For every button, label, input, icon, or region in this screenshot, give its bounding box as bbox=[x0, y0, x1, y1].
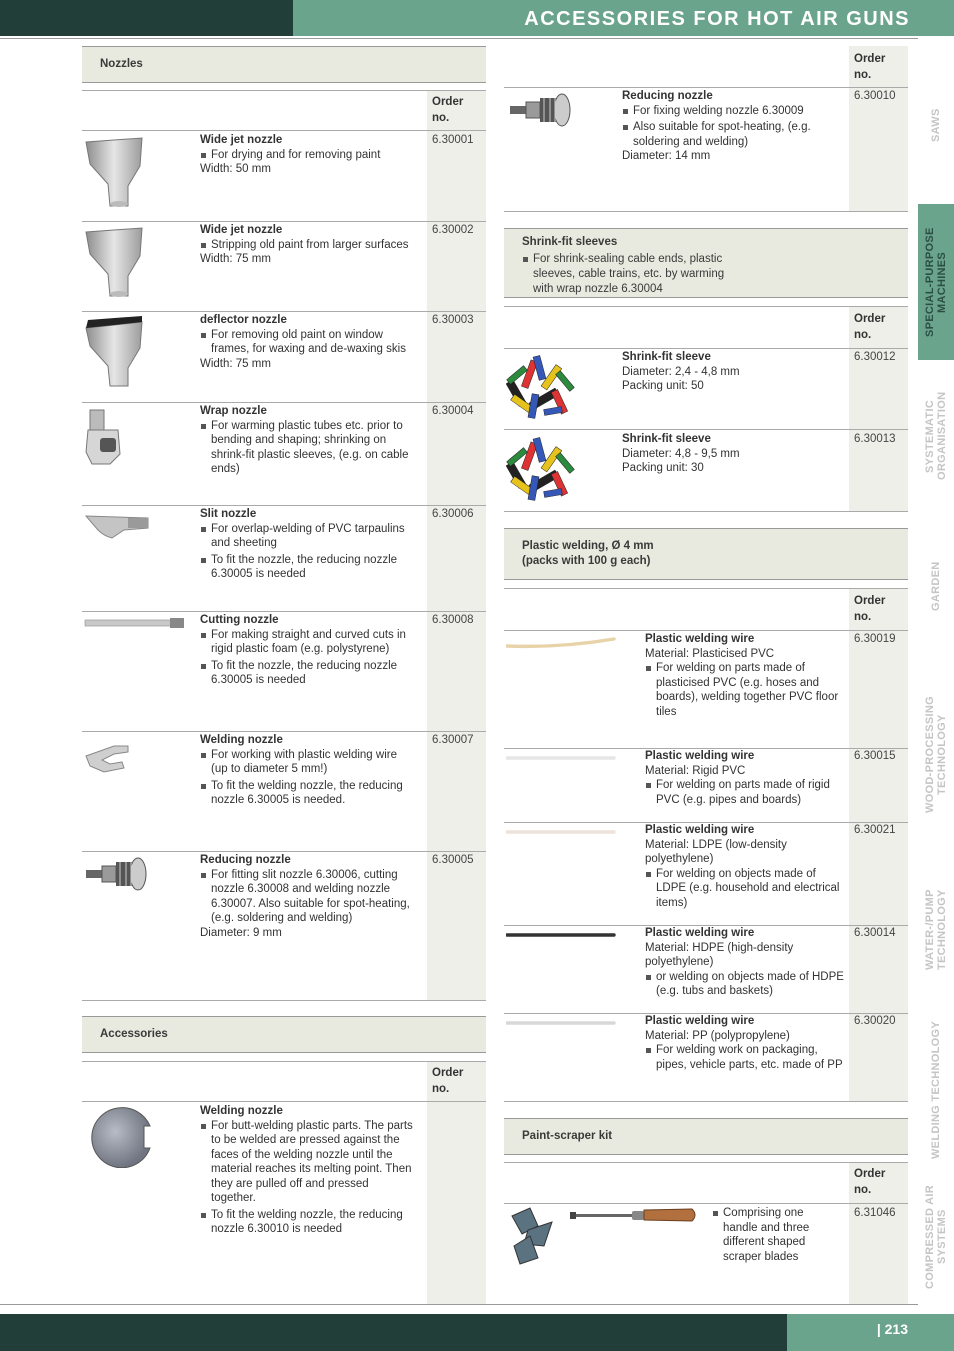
item-bullets bbox=[200, 1119, 415, 1237]
item-description bbox=[200, 133, 410, 177]
shrink-description: For shrink-sealing cable ends, plastic sleeves, cable trains, etc. by warming with wrap nozzle 6.30004 bbox=[522, 252, 742, 297]
item-description bbox=[200, 223, 410, 267]
page-number: | 213 bbox=[876, 1321, 908, 1337]
item-description bbox=[200, 404, 410, 477]
item-bullet: Comprising one handle and three different shaped scraper blades bbox=[712, 1206, 832, 1264]
order-number: 6.30014 bbox=[854, 927, 896, 939]
order-no-header: Order no. bbox=[854, 313, 886, 341]
sidebar-tab-wood-processing-technology[interactable]: WOOD-PROCESSING TECHNOLOGY bbox=[924, 696, 948, 814]
item-bullet: For overlap-welding of PVC tarpaulins and sheeting bbox=[200, 522, 410, 551]
wide-jet-nozzle-icon bbox=[84, 136, 146, 208]
item-spec: Width: 75 mm bbox=[200, 253, 271, 265]
scraper-section-title: Paint-scraper kit bbox=[522, 1130, 613, 1142]
item-bullet: For butt-welding plastic parts. The parts to be welded are pressed against the faces of the welding nozzle until the material reaches its melting point. Then they are pulled off and pressed together. bbox=[200, 1119, 415, 1206]
item-bullets bbox=[645, 778, 845, 807]
item-spec: Material: LDPE (low-density polyethylene) bbox=[645, 838, 787, 865]
item-bullets bbox=[200, 328, 410, 357]
item-title: Plastic welding wire bbox=[645, 1015, 755, 1027]
item-title: deflector nozzle bbox=[200, 314, 287, 326]
sidebar-tab-garden[interactable]: GARDEN bbox=[930, 561, 942, 611]
sidebar-tab-water-pump-technology[interactable]: WATER-/PUMP TECHNOLOGY bbox=[924, 889, 948, 971]
footer-light-band bbox=[787, 1314, 954, 1351]
item-description bbox=[645, 926, 845, 999]
accessories-section-title: Accessories bbox=[100, 1028, 168, 1040]
item-bullets bbox=[200, 419, 410, 477]
wide-jet-nozzle-icon bbox=[84, 226, 146, 298]
item-title: Wide jet nozzle bbox=[200, 224, 283, 236]
item-description bbox=[200, 1104, 415, 1237]
welding-wire-icon bbox=[506, 751, 616, 770]
item-bullets bbox=[712, 1206, 832, 1264]
item-spec: Width: 50 mm bbox=[200, 163, 271, 175]
item-bullets bbox=[200, 148, 410, 163]
item-bullet: To fit the nozzle, the reducing nozzle 6.30005 is needed bbox=[200, 553, 410, 582]
item-description bbox=[200, 507, 410, 582]
item-bullet: For making straight and curved cuts in rigid plastic foam (e.g. polystyrene) bbox=[200, 628, 410, 657]
item-title: Reducing nozzle bbox=[622, 90, 713, 102]
item-spec: Packing unit: 50 bbox=[622, 380, 704, 392]
item-title: Plastic welding wire bbox=[645, 927, 755, 939]
item-bullet: To fit the nozzle, the reducing nozzle 6.30005 is needed bbox=[200, 659, 410, 688]
item-bullets bbox=[200, 868, 410, 926]
item-title: Reducing nozzle bbox=[200, 854, 291, 866]
item-bullet: Stripping old paint from larger surfaces bbox=[200, 238, 410, 253]
welding-wire-icon bbox=[506, 825, 616, 844]
order-number: 6.30015 bbox=[854, 750, 896, 762]
item-description bbox=[622, 89, 832, 164]
sidebar-tab-systematic-organisation[interactable]: SYSTEMATIC ORGANISATION bbox=[924, 391, 948, 481]
item-bullets bbox=[200, 238, 410, 253]
order-no-header: Order no. bbox=[854, 595, 886, 623]
order-no-header: Order no. bbox=[854, 53, 886, 81]
item-description bbox=[645, 632, 845, 719]
footer-dark-band bbox=[0, 1314, 787, 1351]
welding-nozzle-icon bbox=[84, 740, 132, 776]
item-spec: Material: Rigid PVC bbox=[645, 764, 746, 777]
welding-section-subtitle: (packs with 100 g each) bbox=[522, 555, 651, 567]
item-spec: Diameter: 2,4 - 4,8 mm bbox=[622, 365, 740, 378]
item-bullet: For drying and for removing paint bbox=[200, 148, 410, 163]
sidebar-tab-special-purpose-machines[interactable]: SPECIAL-PURPOSE MACHINES bbox=[918, 204, 954, 360]
welding-wire-icon bbox=[506, 1016, 616, 1035]
item-bullet: Also suitable for spot-heating, (e.g. soldering and welding) bbox=[622, 120, 832, 149]
item-bullets bbox=[645, 1043, 845, 1072]
item-description bbox=[645, 749, 845, 807]
order-number: 6.30010 bbox=[854, 90, 896, 102]
item-bullets bbox=[645, 970, 845, 999]
shrink-sleeves-icon bbox=[506, 350, 580, 424]
item-description bbox=[712, 1206, 832, 1264]
welding-wire-icon bbox=[506, 928, 616, 947]
sidebar-tab-compressed-air-systems[interactable]: COMPRESSED AIR SYSTEMS bbox=[924, 1184, 948, 1290]
order-number: 6.30002 bbox=[432, 224, 474, 236]
item-bullet: For warming plastic tubes etc. prior to bending and shaping; shrinking on shrink-fit plastic sleeves, (e.g. on cable ends) bbox=[200, 419, 410, 477]
item-spec: Material: Plasticised PVC bbox=[645, 647, 775, 660]
item-spec: Packing unit: 30 bbox=[622, 462, 704, 474]
item-description bbox=[622, 350, 832, 394]
item-bullets bbox=[645, 867, 845, 911]
header-dark-band bbox=[0, 0, 293, 36]
item-description bbox=[645, 1014, 845, 1072]
item-bullet: For welding work on packaging, pipes, vehicle parts, etc. made of PP bbox=[645, 1043, 845, 1072]
item-title: Plastic welding wire bbox=[645, 750, 755, 762]
sidebar-tab-welding-technology[interactable]: WELDING TECHNOLOGY bbox=[930, 1021, 942, 1160]
order-number: 6.30012 bbox=[854, 351, 896, 363]
header-rule bbox=[0, 38, 918, 39]
item-bullet: To fit the welding nozzle, the reducing nozzle 6.30010 is needed bbox=[200, 1208, 415, 1237]
item-bullets bbox=[200, 628, 410, 688]
item-description bbox=[200, 613, 410, 688]
order-number: 6.31046 bbox=[854, 1207, 896, 1219]
welding-section-header bbox=[504, 528, 908, 580]
item-bullet: To fit the welding nozzle, the reducing nozzle 6.30005 is needed. bbox=[200, 779, 410, 808]
order-no-header: Order no. bbox=[854, 1168, 886, 1196]
order-number: 6.30020 bbox=[854, 1015, 896, 1027]
item-title: Cutting nozzle bbox=[200, 614, 279, 626]
wrap-nozzle-icon bbox=[84, 408, 124, 468]
item-bullets bbox=[645, 661, 845, 719]
item-spec: Diameter: 9 mm bbox=[200, 926, 282, 939]
item-spec: Material: HDPE (high-density polyethylene) bbox=[645, 941, 794, 968]
item-bullets bbox=[200, 748, 410, 808]
order-number: 6.30004 bbox=[432, 405, 474, 417]
item-title: Welding nozzle bbox=[200, 1105, 283, 1117]
accessories-section-header bbox=[82, 1016, 486, 1053]
item-bullet: For welding on parts made of rigid PVC (e.g. pipes and boards) bbox=[645, 778, 845, 807]
item-bullet: For fixing welding nozzle 6.30009 bbox=[622, 104, 832, 119]
item-bullet: For working with plastic welding wire (up to diameter 5 mm!) bbox=[200, 748, 410, 777]
order-number: 6.30005 bbox=[432, 854, 474, 866]
item-title: Shrink-fit sleeve bbox=[622, 351, 711, 363]
order-no-header: Order no. bbox=[432, 96, 464, 124]
item-spec: Diameter: 14 mm bbox=[622, 150, 711, 162]
item-title: Shrink-fit sleeve bbox=[622, 433, 711, 445]
welding-section-title: Plastic welding, Ø 4 mm bbox=[522, 540, 654, 552]
item-title: Plastic welding wire bbox=[645, 824, 755, 836]
item-description bbox=[200, 853, 410, 940]
order-number: 6.30019 bbox=[854, 633, 896, 645]
footer-rule bbox=[0, 1304, 918, 1305]
item-title: Welding nozzle bbox=[200, 734, 283, 746]
order-number: 6.30006 bbox=[432, 508, 474, 520]
order-number: 6.30001 bbox=[432, 134, 474, 146]
shrink-section-title: Shrink-fit sleeves bbox=[522, 236, 618, 248]
reducing-nozzle-icon bbox=[508, 92, 572, 128]
scraper-section-header bbox=[504, 1118, 908, 1155]
deflector-nozzle-icon bbox=[84, 316, 146, 388]
item-description bbox=[200, 313, 410, 371]
item-title: Wrap nozzle bbox=[200, 405, 267, 417]
shrink-sleeves-icon bbox=[506, 432, 580, 506]
reducing-nozzle-icon bbox=[84, 856, 148, 892]
order-number: 6.30021 bbox=[854, 824, 896, 836]
item-spec: Diameter: 4,8 - 9,5 mm bbox=[622, 447, 740, 460]
item-spec: Width: 75 mm bbox=[200, 357, 271, 370]
item-title: Slit nozzle bbox=[200, 508, 257, 520]
order-number: 6.30003 bbox=[432, 314, 474, 326]
item-bullets bbox=[622, 104, 832, 150]
sidebar-tab-saws[interactable]: SAWS bbox=[930, 108, 942, 142]
butt-welding-plate-icon bbox=[84, 1106, 156, 1168]
nozzles-section-header bbox=[82, 46, 486, 83]
item-description bbox=[622, 432, 832, 476]
slit-nozzle-icon bbox=[84, 512, 150, 540]
item-bullet: For fitting slit nozzle 6.30006, cutting nozzle 6.30008 and welding nozzle 6.30007. Also suitable for spot-heating, (e.g. soldering and welding) bbox=[200, 868, 410, 926]
item-spec: Material: PP (polypropylene) bbox=[645, 1029, 790, 1042]
paint-scraper-kit-icon bbox=[508, 1206, 698, 1270]
page-title: ACCESSORIES FOR HOT AIR GUNS bbox=[524, 8, 910, 30]
order-number: 6.30007 bbox=[432, 734, 474, 746]
item-title: Plastic welding wire bbox=[645, 633, 755, 645]
item-bullet: For welding on objects made of LDPE (e.g. household and electrical items) bbox=[645, 867, 845, 911]
welding-wire-icon bbox=[506, 636, 616, 655]
nozzles-section-title: Nozzles bbox=[100, 58, 143, 70]
item-bullets bbox=[200, 522, 410, 582]
item-description bbox=[200, 733, 410, 808]
order-no-header: Order no. bbox=[432, 1067, 464, 1095]
item-bullet: For removing old paint on window frames, for waxing and de-waxing skis bbox=[200, 328, 410, 357]
item-bullet: or welding on objects made of HDPE (e.g. tubs and baskets) bbox=[645, 970, 845, 999]
order-number: 6.30013 bbox=[854, 433, 896, 445]
order-number: 6.30008 bbox=[432, 614, 474, 626]
cutting-nozzle-icon bbox=[84, 616, 186, 630]
item-bullet: For welding on parts made of plasticised PVC (e.g. hoses and boards), welding together PVC floor tiles bbox=[645, 661, 845, 719]
shrink-section-header bbox=[504, 228, 908, 298]
item-description bbox=[645, 823, 845, 910]
item-title: Wide jet nozzle bbox=[200, 134, 283, 146]
